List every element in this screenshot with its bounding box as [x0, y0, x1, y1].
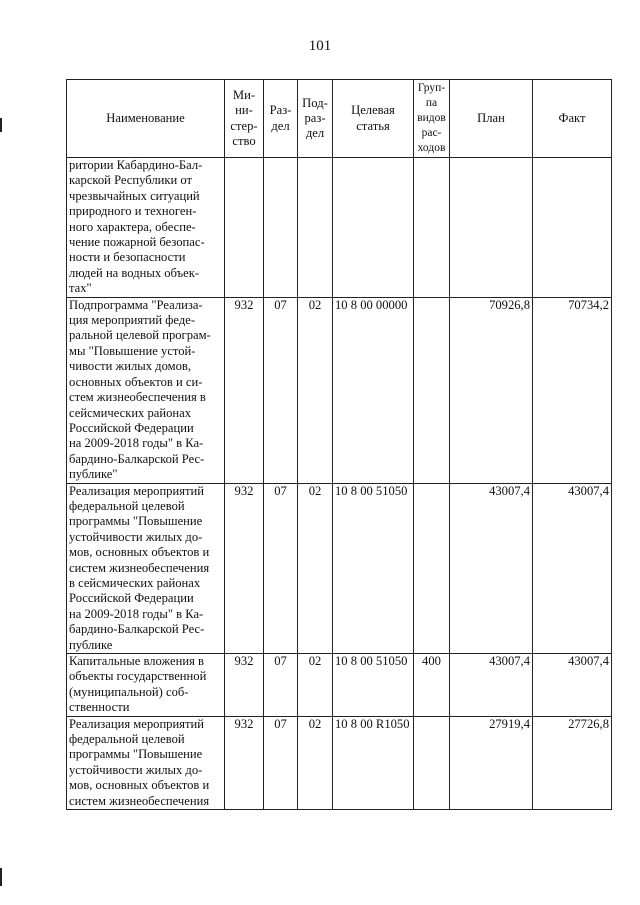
cell-ministry: 932 [225, 654, 264, 717]
header-ministry: Ми- ни- стер- ство [225, 80, 264, 158]
cell-fact: 43007,4 [533, 654, 612, 717]
scan-edge-mark [0, 868, 2, 886]
cell-ministry [225, 158, 264, 298]
budget-table [66, 79, 612, 810]
cell-ministry: 932 [225, 483, 264, 653]
cell-target-article [333, 158, 414, 298]
header-row [67, 80, 612, 158]
cell-subsection: 02 [298, 716, 333, 809]
cell-plan: 27919,4 [450, 716, 533, 809]
table-row [67, 716, 612, 809]
cell-name: Реализация мероприятий федеральной целевой программы "Повышение устойчивости жилых до- мов, основных объектов и систем жизнеобеспечения в сейсмических районах Российской Федерации на 2009-2018 годы" в Ка- бардино-Балкарской Рес- публике [67, 483, 225, 653]
cell-name: Подпрограмма "Реализа- ция мероприятий феде- ральной целевой програм- мы "Повышение устой- чивости жилых домов, основных объектов и си- стем жизнеобеспечения в сейсмических районах Российской Федерации на 2009-2018 годы" в Ка- бардино-Балкарской Рес- публике" [67, 297, 225, 483]
page-number: 101 [308, 38, 332, 54]
cell-subsection [298, 158, 333, 298]
cell-section: 07 [264, 654, 298, 717]
cell-subsection: 02 [298, 297, 333, 483]
table-row [67, 297, 612, 483]
cell-section [264, 158, 298, 298]
table-row [67, 654, 612, 717]
table-row [67, 483, 612, 653]
cell-expense-group [414, 297, 450, 483]
cell-plan: 43007,4 [450, 654, 533, 717]
cell-target-article: 10 8 00 51050 [333, 483, 414, 653]
cell-section: 07 [264, 483, 298, 653]
header-section: Раз- дел [264, 80, 298, 158]
cell-name: Капитальные вложения в объекты государственной (муниципальной) соб- ственности [67, 654, 225, 717]
cell-expense-group [414, 158, 450, 298]
cell-target-article: 10 8 00 R1050 [333, 716, 414, 809]
cell-expense-group: 400 [414, 654, 450, 717]
cell-name: Реализация мероприятий федеральной целевой программы "Повышение устойчивости жилых до- мов, основных объектов и систем жизнеобеспечения [67, 716, 225, 809]
cell-section: 07 [264, 716, 298, 809]
cell-fact: 27726,8 [533, 716, 612, 809]
header-fact: Факт [533, 80, 612, 158]
cell-section: 07 [264, 297, 298, 483]
cell-subsection: 02 [298, 654, 333, 717]
header-name: Наименование [67, 80, 225, 158]
header-target-article: Целевая статья [333, 80, 414, 158]
cell-expense-group [414, 716, 450, 809]
cell-ministry: 932 [225, 716, 264, 809]
scan-edge-mark [0, 118, 2, 132]
cell-name: ритории Кабардино-Бал- карской Республики от чрезвычайных ситуаций природного и техноген- ного характера, обеспе- чение пожарной безопас- ности и безопасности людей на водных объек- тах" [67, 158, 225, 298]
header-subsection: Под- раз- дел [298, 80, 333, 158]
header-plan: План [450, 80, 533, 158]
cell-plan: 70926,8 [450, 297, 533, 483]
cell-plan: 43007,4 [450, 483, 533, 653]
cell-fact: 70734,2 [533, 297, 612, 483]
cell-ministry: 932 [225, 297, 264, 483]
table-row [67, 158, 612, 298]
header-expense-group: Груп- па видов рас- ходов [414, 80, 450, 158]
cell-expense-group [414, 483, 450, 653]
cell-target-article: 10 8 00 00000 [333, 297, 414, 483]
cell-subsection: 02 [298, 483, 333, 653]
cell-fact [533, 158, 612, 298]
cell-plan [450, 158, 533, 298]
cell-target-article: 10 8 00 51050 [333, 654, 414, 717]
cell-fact: 43007,4 [533, 483, 612, 653]
